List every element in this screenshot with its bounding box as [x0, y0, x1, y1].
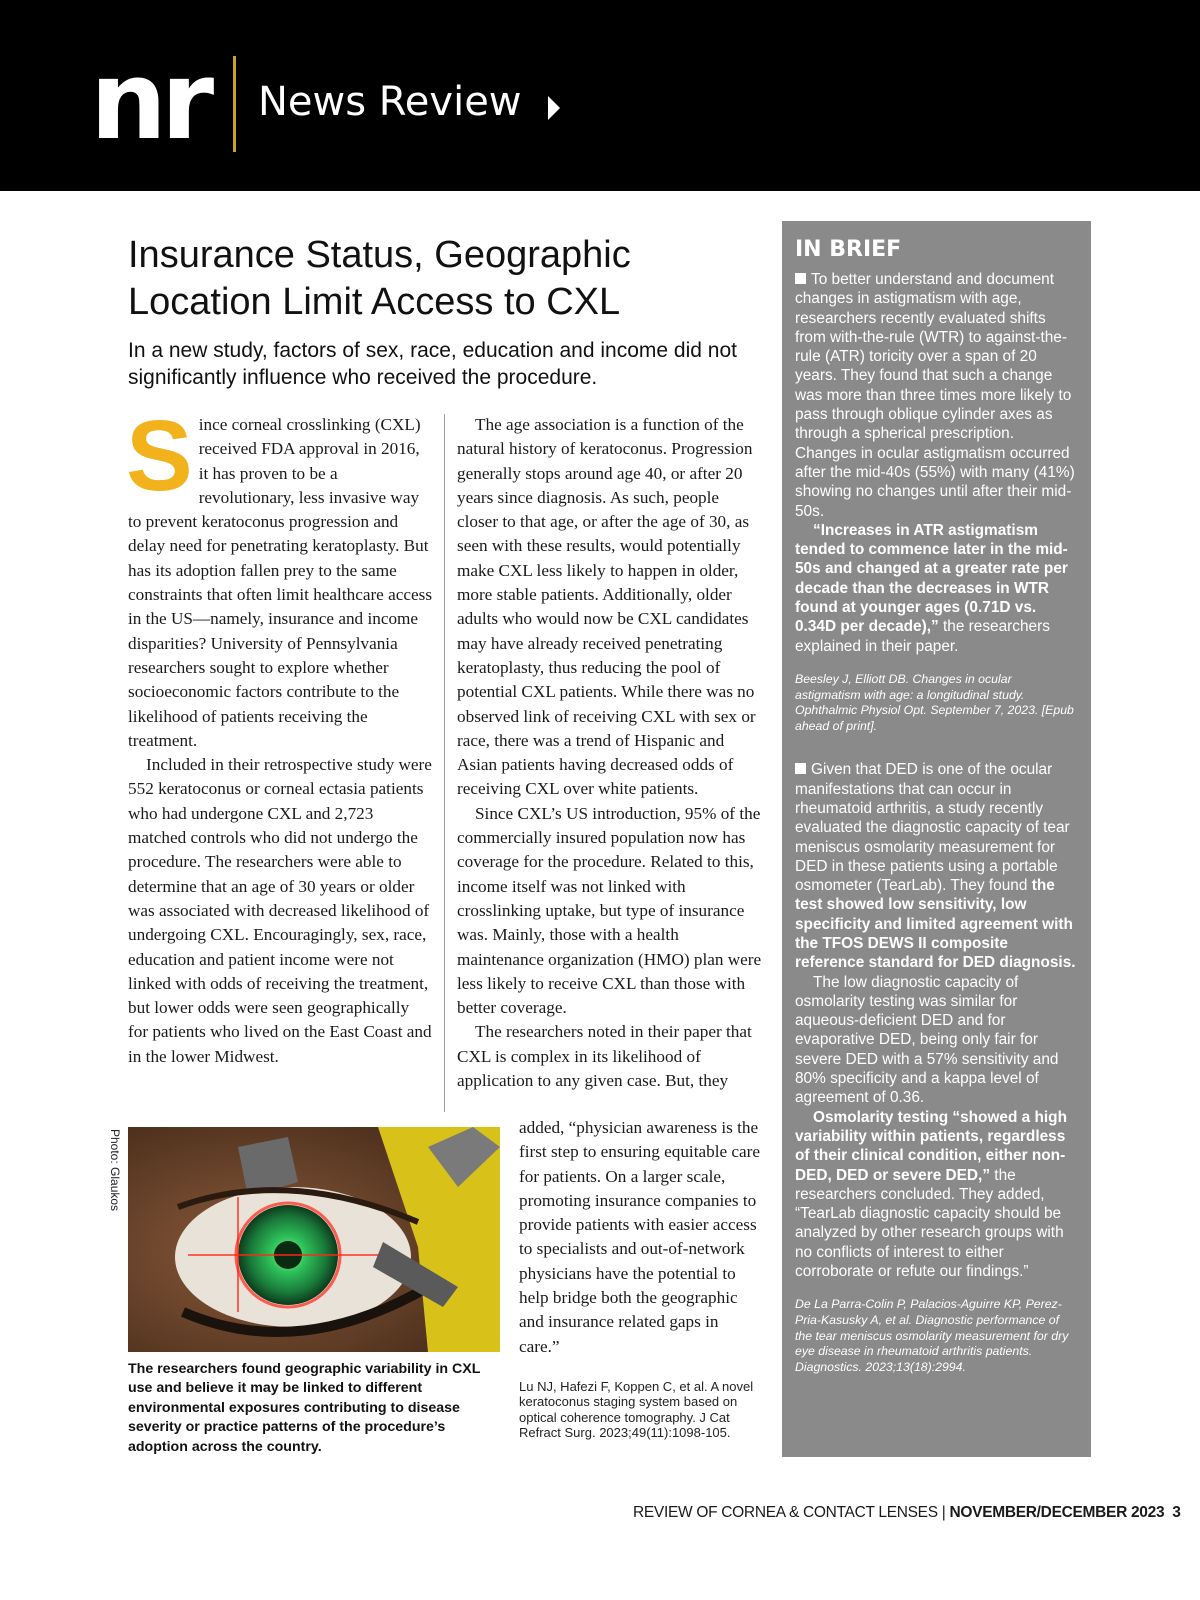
brief-item-osmolarity — [795, 760, 1079, 1281]
masthead — [0, 0, 1200, 191]
brief-text: Given that DED is one of the ocular manifestations that can occur in rheumatoid arthritis, a study recently evaluated the diagnostic capacity of tear meniscus osmolarity measurement for DED in these patients using a portable osmometer (TearLab). They found — [795, 761, 1070, 895]
paragraph: added, “physician awareness is the first step to ensuring equitable care for patients. On a larger scale, promoting insurance companies to provide patients with easier access to specialists and out-of-network physicians have the potential to help bridge both the geographic and insurance related gaps in care.” — [519, 1118, 761, 1356]
brief-paragraph — [795, 270, 1079, 521]
paragraph: The researchers noted in their paper that CXL is complex in its likelihood of application to any given case. But, they — [457, 1022, 752, 1091]
column-rule — [444, 414, 445, 1112]
bullet-square-icon — [795, 763, 806, 774]
brief-citation: De La Parra-Colin P, Palacios-Aguirre KP, Perez-Pria-Kasusky A, et al. Diagnostic performance of the tear meniscus osmolarity measurement for dry eye disease in rheumatoid arthritis patients. Diagnostics. 2023;13(18):2994. — [795, 1297, 1069, 1374]
body-column-middle-continued — [519, 1116, 763, 1359]
brief-item-astigmatism — [795, 270, 1079, 656]
brief-text: To better understand and document changes in astigmatism with age, researchers recently evaluated shifts from with-the-rule (WTR) to against-the-rule (ATR) toricity over a span of 20 years. They found that such a change was more than three times more likely to pass through oblique cylinder axes as through a spherical prescription. Changes in ocular astigmatism occurred after the mid-40s (55%) with many (41%) showing no changes until after their mid-50s. — [795, 271, 1075, 520]
article-title: Insurance Status, Geographic Location Limit Access to CXL — [128, 234, 631, 323]
photo-credit: Photo: Glaukos — [108, 1129, 122, 1212]
paragraph: The age association is a function of the natural history of keratoconus. Progression generally stops around age 40, or after 20 years since diagnosis. As such, people closer to that age, or after the age of 30, as seen with these results, would potentially make CXL less likely to happen in older, more stable patients. Additionally, older adults who would now be CXL candidates may have already received penetrating keratoplasty, thus reducing the pool of potential CXL patients. While there was no observed link of receiving CXL with sex or race, there was a trend of Hispanic and Asian patients having decreased odds of receiving CXL over white patients. — [457, 415, 756, 799]
paragraph — [126, 400, 433, 753]
page-number: 3 — [1172, 1504, 1181, 1521]
body-column-left — [126, 400, 433, 1069]
brief-paragraph — [795, 521, 1079, 656]
eye-illustration — [128, 1127, 500, 1352]
drop-cap: S — [126, 400, 193, 512]
nr-logo: nr — [90, 39, 209, 164]
brief-paragraph — [795, 760, 1079, 972]
brief-quote: Osmolarity testing “showed a high variability within patients, regardless of their clinical condition, either non-DED, DED or severe DED,” — [795, 1108, 1067, 1184]
section-title: News Review — [258, 79, 522, 125]
brief-spacer — [795, 734, 1079, 760]
publication-name: REVIEW OF CORNEA & CONTACT LENSES — [633, 1504, 938, 1521]
brief-paragraph: The low diagnostic capacity of osmolarity testing was similar for aqueous-deficient DED and for evaporative DED, being only fair for severe DED with a 57% sensitivity and 80% specificity and a kappa level of agreement of 0.36. — [795, 973, 1059, 1107]
paragraph: Since CXL’s US introduction, 95% of the commercially insured population now has coverage for the procedure. Related to this, income itself was not linked with crosslinking uptake, but type of insurance was. Mainly, those with a health maintenance organization (HMO) plan were less likely to receive CXL than those with better coverage. — [457, 803, 762, 1018]
brief-quote: “Increases in ATR astigmatism tended to commence later in the mid-50s and changed at a greater rate per decade than the decreases in WTR found at younger ages (0.71D vs. 0.34D per decade),” — [795, 521, 1068, 636]
brief-text: the researchers concluded. They added, “TearLab diagnostic capacity should be analyzed by other research groups with no conflicts of interest to either corroborate or refute our findings.” — [795, 1166, 1064, 1281]
brief-citation: Beesley J, Elliott DB. Changes in ocular astigmatism with age: a longitudinal study. Ophthalmic Physiol Opt. September 7, 2023. [Epub ahead of print]. — [795, 671, 1074, 733]
page-footer — [633, 1502, 1181, 1524]
sidebar-title: IN BRIEF — [795, 237, 902, 262]
brief-paragraph — [795, 1108, 1079, 1282]
logo-divider — [233, 56, 236, 152]
article-reference: Lu NJ, Hafezi F, Koppen C, et al. A novel keratoconus staging system based on optical coherence tomography. J Cat Refract Surg. 2023;49(11):1098-105. — [519, 1379, 754, 1441]
body-column-middle — [457, 413, 763, 1093]
paragraph-text: ince corneal crosslinking (CXL) received FDA approval in 2016, it has proven to be a revolutionary, less invasive way to prevent keratoconus progression and delay need for penetrating keratoplasty. But has its adoption fallen prey to the same constraints that often limit healthcare access in the US—namely, insurance and income disparities? University of Pennsylvania researchers sought to explore whether socioeconomic factors contribute to the likelihood of patients receiving the treatment. — [128, 415, 433, 750]
photo-caption: The researchers found geographic variability in CXL use and believe it may be linked to different environmental exposures contributing to disease severity or practice patterns of the procedure’s adoption across the country. — [128, 1361, 481, 1455]
play-arrow-icon — [548, 96, 560, 120]
bullet-square-icon — [795, 273, 806, 284]
brief-finding: the test showed low sensitivity, low specificity and limited agreement with the TFOS DEWS II composite reference standard for DED diagnosis. — [795, 877, 1076, 972]
footer-separator: | — [937, 1504, 950, 1521]
in-brief-sidebar — [782, 221, 1091, 1457]
brief-text: the researchers explained in their paper. — [795, 618, 1050, 655]
issue-date: NOVEMBER/DECEMBER 2023 — [949, 1504, 1165, 1521]
paragraph: Included in their retrospective study were 552 keratoconus or corneal ectasia patients who had undergone CXL and 2,723 matched controls who did not undergo the procedure. The researchers were able to determine that an age of 30 years or older was associated with decreased likelihood of undergoing CXL. Encouragingly, sex, race, education and patient income were not linked with odds of receiving the treatment, but lower odds were seen geographically for patients who lived on the East Coast and in the lower Midwest. — [128, 755, 432, 1066]
cxl-procedure-photo — [128, 1127, 500, 1352]
article-deck: In a new study, factors of sex, race, education and income did not significantly influence who received the procedure. — [128, 339, 737, 389]
